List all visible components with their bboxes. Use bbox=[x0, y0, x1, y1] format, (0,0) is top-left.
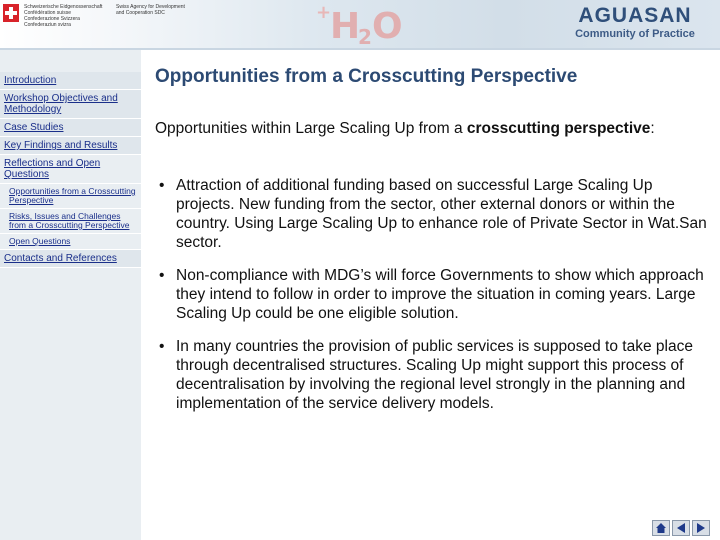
intro-text: Opportunities within Large Scaling Up from a bbox=[155, 120, 467, 137]
confederation-line: Confederazione Svizzera bbox=[24, 16, 80, 22]
next-button[interactable] bbox=[692, 520, 710, 536]
intro-bold-text: crosscutting perspective bbox=[466, 120, 651, 137]
page-title: Opportunities from a Crosscutting Perspective bbox=[155, 66, 578, 87]
home-button[interactable] bbox=[652, 520, 670, 536]
bullet-icon: • bbox=[159, 267, 165, 284]
sidebar-subitem-opportunities[interactable]: Opportunities from a Crosscutting Perspective bbox=[0, 184, 141, 209]
list-item bbox=[155, 266, 711, 323]
confederation-line: Confédération suisse bbox=[24, 10, 71, 16]
sidebar-item-introduction[interactable]: Introduction bbox=[0, 72, 141, 90]
previous-button[interactable] bbox=[672, 520, 690, 536]
list-item bbox=[155, 176, 711, 252]
confederation-line: Confederaziun svizra bbox=[24, 22, 71, 28]
bullet-text: Non-compliance with MDG’s will force Governments to show which approach they intend to follow in order to improve the situation in coming years. Large Scaling Up could be one eligible solution. bbox=[176, 267, 704, 322]
sidebar-subitem-risks[interactable]: Risks, Issues and Challenges from a Crosscutting Perspective bbox=[0, 209, 141, 234]
bullet-icon: • bbox=[159, 177, 165, 194]
h2o-logo bbox=[312, 0, 422, 46]
bullet-icon: • bbox=[159, 338, 165, 355]
sdc-line: Swiss Agency for Development bbox=[116, 4, 185, 10]
brand-title: AGUASAN bbox=[578, 4, 692, 27]
svg-text:O: O bbox=[372, 6, 403, 46]
sidebar-subitem-open-questions[interactable]: Open Questions bbox=[0, 234, 141, 250]
confederation-text bbox=[24, 4, 102, 28]
brand-subtitle: Community of Practice bbox=[575, 28, 695, 40]
sdc-line: and Cooperation SDC bbox=[116, 10, 165, 16]
aguasan-logo bbox=[560, 4, 710, 41]
sidebar-item-key-findings[interactable]: Key Findings and Results bbox=[0, 137, 141, 155]
sidebar-nav bbox=[0, 72, 141, 268]
header-banner bbox=[0, 0, 720, 48]
sidebar bbox=[0, 50, 141, 540]
swiss-flag-icon bbox=[3, 4, 19, 22]
bullet-text: In many countries the provision of public services is supposed to take place through decentralised structures. Scaling Up might support this process of decentralisation by involving the regional level strongly in the planning and implementation of the service delivery models. bbox=[176, 338, 693, 412]
confederation-line: Schweizerische Eidgenossenschaft bbox=[24, 4, 103, 10]
intro-suffix: : bbox=[650, 120, 655, 137]
svg-text:2: 2 bbox=[358, 25, 372, 46]
sidebar-item-case-studies[interactable]: Case Studies bbox=[0, 119, 141, 137]
svg-text:+: + bbox=[316, 2, 332, 23]
intro-paragraph bbox=[155, 119, 695, 138]
list-item bbox=[155, 337, 711, 413]
next-arrow-icon bbox=[695, 522, 707, 534]
sidebar-item-reflections[interactable]: Reflections and Open Questions bbox=[0, 155, 141, 184]
sidebar-item-contacts[interactable]: Contacts and References bbox=[0, 250, 141, 268]
slide-navigation bbox=[652, 520, 710, 536]
bullet-text: Attraction of additional funding based on successful Large Scaling Up projects. New funding from the sector, other external donors or within the country. Using Large Scaling Up to enhance role of Private Sector in Wat.San sector. bbox=[176, 177, 707, 251]
home-icon bbox=[655, 522, 667, 534]
bullet-list bbox=[155, 176, 711, 427]
sidebar-item-workshop-objectives[interactable]: Workshop Objectives and Methodology bbox=[0, 90, 141, 119]
sdc-text bbox=[116, 4, 185, 16]
svg-text:H: H bbox=[330, 6, 361, 46]
previous-arrow-icon bbox=[675, 522, 687, 534]
main-content bbox=[141, 50, 720, 540]
